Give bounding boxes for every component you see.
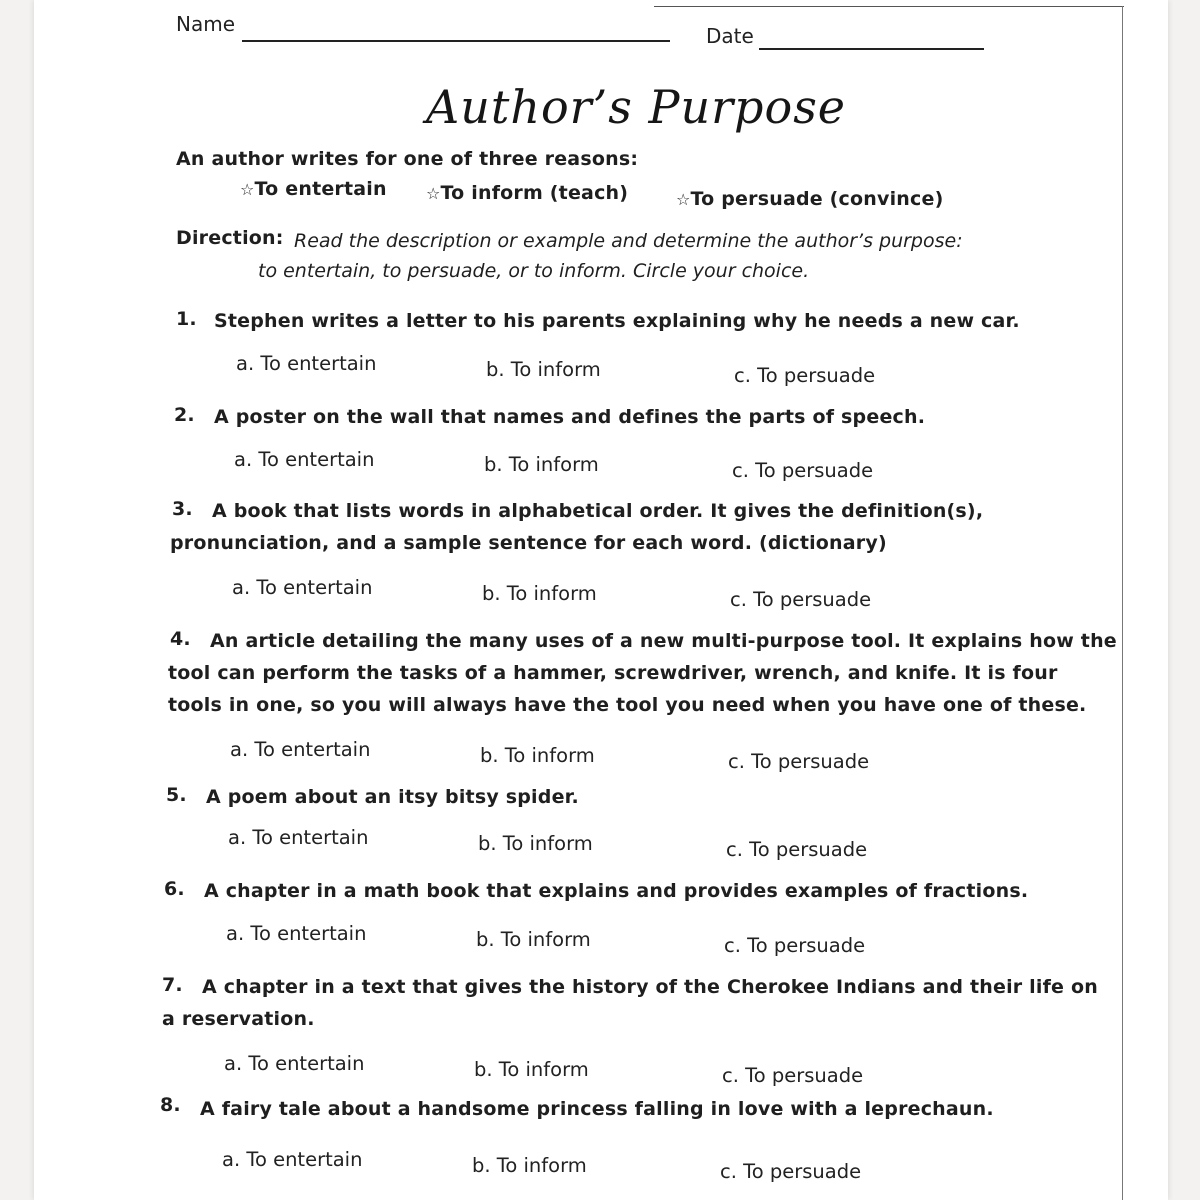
option-entertain[interactable]: a. To entertain [232, 576, 373, 599]
option-inform[interactable]: b. To inform [486, 358, 601, 381]
page-title: Author’s Purpose [426, 80, 847, 134]
question-text-line-1: A chapter in a text that gives the history of the Cherokee Indians and their life on [202, 976, 1098, 998]
option-inform[interactable]: b. To inform [472, 1154, 587, 1177]
option-persuade[interactable]: c. To persuade [730, 588, 872, 611]
intro-text: An author writes for one of three reasons: [176, 148, 639, 170]
question-number: 5. [166, 784, 187, 806]
question-text: A fairy tale about a handsome princess falling in love with a leprechaun. [200, 1098, 994, 1120]
option-persuade[interactable]: c. To persuade [720, 1160, 862, 1183]
star-icon: ☆ [676, 190, 691, 209]
question-text-line-2: tool can perform the tasks of a hammer, screwdriver, wrench, and knife. It is four [168, 662, 1058, 684]
option-entertain[interactable]: a. To entertain [226, 922, 367, 945]
option-inform[interactable]: b. To inform [476, 928, 591, 951]
question-text: A chapter in a math book that explains and provides examples of fractions. [204, 880, 1029, 902]
question-number: 6. [164, 878, 185, 900]
option-entertain[interactable]: a. To entertain [236, 352, 377, 375]
option-persuade[interactable]: c. To persuade [726, 838, 868, 861]
star-icon: ☆ [426, 184, 441, 203]
question-text-line-3: tools in one, so you will always have the tool you need when you have one of these. [168, 694, 1087, 716]
option-entertain[interactable]: a. To entertain [234, 448, 375, 471]
question-number: 8. [160, 1094, 181, 1116]
question-number: 2. [174, 404, 195, 426]
option-persuade[interactable]: c. To persuade [732, 459, 874, 482]
question-number: 7. [162, 974, 183, 996]
option-inform[interactable]: b. To inform [482, 582, 597, 605]
frame-right-border [1122, 6, 1123, 1200]
option-persuade[interactable]: c. To persuade [728, 750, 870, 773]
question-text: A poem about an itsy bitsy spider. [206, 786, 579, 808]
option-persuade[interactable]: c. To persuade [722, 1064, 864, 1087]
question-text-line-2: a reservation. [162, 1008, 315, 1030]
direction-line-1: Read the description or example and determine the author’s purpose: [294, 230, 963, 252]
option-persuade[interactable]: c. To persuade [734, 364, 876, 387]
reason-persuade: ☆To persuade (convince) [676, 188, 944, 210]
question-text-line-1: An article detailing the many uses of a new multi-purpose tool. It explains how the [210, 630, 1117, 652]
option-inform[interactable]: b. To inform [478, 832, 593, 855]
star-icon: ☆ [240, 180, 255, 199]
question-text: A poster on the wall that names and defines the parts of speech. [214, 406, 926, 428]
date-blank-line[interactable] [759, 48, 984, 50]
date-label: Date [706, 24, 754, 48]
option-entertain[interactable]: a. To entertain [224, 1052, 365, 1075]
option-inform[interactable]: b. To inform [474, 1058, 589, 1081]
frame-top-border [654, 6, 1124, 7]
question-number: 3. [172, 498, 193, 520]
option-persuade[interactable]: c. To persuade [724, 934, 866, 957]
option-entertain[interactable]: a. To entertain [228, 826, 369, 849]
question-number: 1. [176, 308, 197, 330]
direction-label: Direction: [176, 227, 284, 249]
direction-line-2: to entertain, to persuade, or to inform. Circle your choice. [258, 260, 810, 282]
reason-entertain: ☆To entertain [240, 178, 387, 200]
name-blank-line[interactable] [242, 40, 670, 42]
option-entertain[interactable]: a. To entertain [230, 738, 371, 761]
option-inform[interactable]: b. To inform [484, 453, 599, 476]
option-inform[interactable]: b. To inform [480, 744, 595, 767]
question-text: Stephen writes a letter to his parents explaining why he needs a new car. [214, 310, 1020, 332]
name-label: Name [176, 12, 236, 36]
worksheet-sheet [34, 0, 1168, 1200]
question-text-line-1: A book that lists words in alphabetical order. It gives the definition(s), [212, 500, 984, 522]
question-number: 4. [170, 628, 191, 650]
option-entertain[interactable]: a. To entertain [222, 1148, 363, 1171]
question-text-line-2: pronunciation, and a sample sentence for each word. (dictionary) [170, 532, 887, 554]
reason-inform: ☆To inform (teach) [426, 182, 629, 204]
